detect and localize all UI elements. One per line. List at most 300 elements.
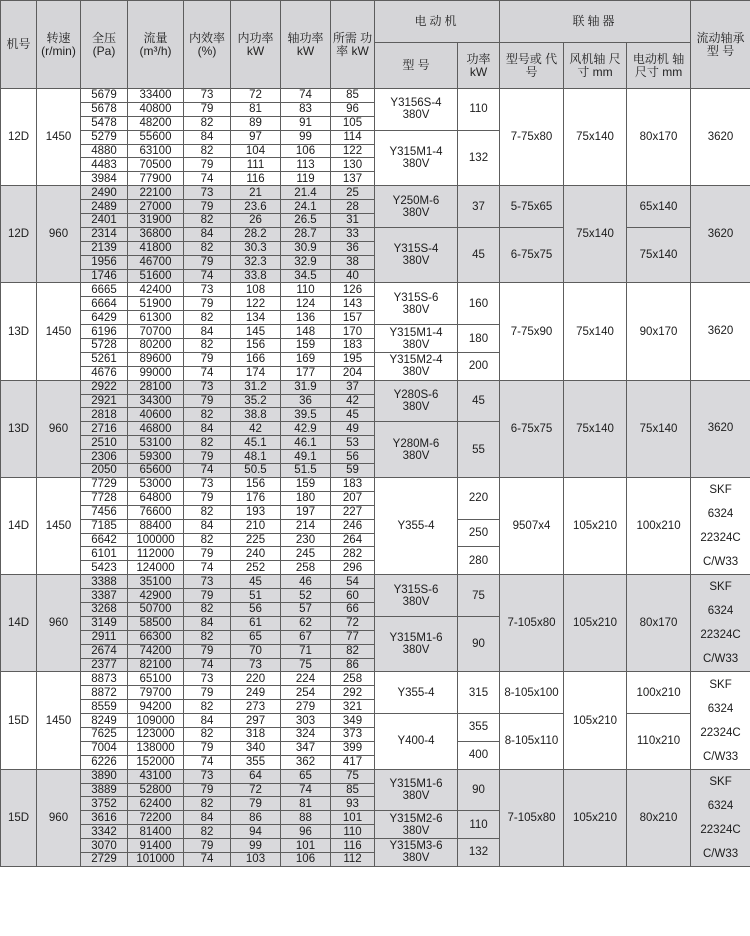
required-power-cell: 110 (331, 825, 375, 839)
shaft-power-cell: 279 (281, 700, 331, 714)
motor-model-cell: Y3156S-4 380V (375, 89, 458, 131)
efficiency-cell: 82 (184, 311, 231, 325)
motor-model-cell: Y315M1-6 380V (375, 616, 458, 672)
motor-model-cell: Y400-4 (375, 714, 458, 770)
flow-cell: 70700 (128, 325, 184, 339)
flow-cell: 41800 (128, 241, 184, 255)
table-row (1, 672, 750, 686)
required-power-cell: 40 (331, 269, 375, 283)
flow-cell: 66300 (128, 630, 184, 644)
required-power-cell: 37 (331, 380, 375, 394)
efficiency-cell: 79 (184, 686, 231, 700)
flow-cell: 81400 (128, 825, 184, 839)
motor-model-cell: Y315M1-6 380V (375, 769, 458, 811)
col-header-motor-shaft: 电动机 轴尺寸 mm (627, 43, 691, 89)
coupling-model-cell: 7-75x80 (500, 89, 564, 186)
flow-cell: 33400 (128, 89, 184, 103)
fan-shaft-cell: 75x140 (564, 380, 627, 477)
shaft-power-cell: 24.1 (281, 200, 331, 214)
bearing-cell: 3620 (691, 89, 750, 186)
required-power-cell: 31 (331, 214, 375, 228)
efficiency-cell: 84 (184, 227, 231, 241)
required-power-cell: 86 (331, 658, 375, 672)
motor-power-cell: 90 (458, 616, 500, 672)
flow-cell: 124000 (128, 561, 184, 575)
shaft-power-cell: 30.9 (281, 241, 331, 255)
motor-model-cell: Y315M2-6 380V (375, 811, 458, 839)
shaft-power-cell: 101 (281, 839, 331, 853)
motor-model-cell: Y315M1-4 380V (375, 325, 458, 353)
coupling-model-cell: 8-105x100 (500, 672, 564, 714)
internal-power-cell: 23.6 (231, 200, 281, 214)
shaft-power-cell: 62 (281, 616, 331, 630)
efficiency-cell: 73 (184, 186, 231, 200)
internal-power-cell: 134 (231, 311, 281, 325)
pressure-cell: 5279 (81, 130, 128, 144)
bearing-cell: SKF 6324 22324C C/W33 (691, 769, 750, 866)
speed-cell: 960 (37, 380, 81, 477)
required-power-cell: 54 (331, 575, 375, 589)
internal-power-cell: 240 (231, 547, 281, 561)
internal-power-cell: 174 (231, 366, 281, 380)
required-power-cell: 349 (331, 714, 375, 728)
pressure-cell: 6226 (81, 755, 128, 769)
pressure-cell: 1956 (81, 255, 128, 269)
col-header-pressure: 全压 (Pa) (81, 1, 128, 89)
shaft-power-cell: 159 (281, 477, 331, 491)
flow-cell: 35100 (128, 575, 184, 589)
internal-power-cell: 104 (231, 144, 281, 158)
shaft-power-cell: 57 (281, 602, 331, 616)
shaft-power-cell: 214 (281, 519, 331, 533)
flow-cell: 65600 (128, 464, 184, 478)
motor-power-cell: 55 (458, 422, 500, 478)
shaft-power-cell: 88 (281, 811, 331, 825)
efficiency-cell: 79 (184, 297, 231, 311)
efficiency-cell: 74 (184, 172, 231, 186)
pressure-cell: 8249 (81, 714, 128, 728)
pressure-cell: 4483 (81, 158, 128, 172)
efficiency-cell: 82 (184, 241, 231, 255)
efficiency-cell: 73 (184, 477, 231, 491)
internal-power-cell: 166 (231, 352, 281, 366)
pressure-cell: 5728 (81, 339, 128, 353)
motor-model-cell: Y315S-6 380V (375, 283, 458, 325)
flow-cell: 61300 (128, 311, 184, 325)
efficiency-cell: 84 (184, 130, 231, 144)
shaft-power-cell: 36 (281, 394, 331, 408)
col-header-bearing: 流动轴承 型 号 (691, 1, 750, 89)
motor-power-cell: 110 (458, 811, 500, 839)
shaft-power-cell: 180 (281, 491, 331, 505)
shaft-power-cell: 113 (281, 158, 331, 172)
shaft-power-cell: 230 (281, 533, 331, 547)
internal-power-cell: 176 (231, 491, 281, 505)
internal-power-cell: 145 (231, 325, 281, 339)
internal-power-cell: 156 (231, 477, 281, 491)
flow-cell: 123000 (128, 727, 184, 741)
shaft-power-cell: 34.5 (281, 269, 331, 283)
internal-power-cell: 48.1 (231, 450, 281, 464)
pressure-cell: 3616 (81, 811, 128, 825)
pressure-cell: 6429 (81, 311, 128, 325)
col-header-flow: 流量 (m³/h) (128, 1, 184, 89)
pressure-cell: 8872 (81, 686, 128, 700)
internal-power-cell: 31.2 (231, 380, 281, 394)
shaft-power-cell: 254 (281, 686, 331, 700)
pressure-cell: 2490 (81, 186, 128, 200)
flow-cell: 100000 (128, 533, 184, 547)
pressure-cell: 3889 (81, 783, 128, 797)
required-power-cell: 42 (331, 394, 375, 408)
pressure-cell: 2306 (81, 450, 128, 464)
shaft-power-cell: 148 (281, 325, 331, 339)
required-power-cell: 72 (331, 616, 375, 630)
flow-cell: 58500 (128, 616, 184, 630)
shaft-power-cell: 42.9 (281, 422, 331, 436)
efficiency-cell: 82 (184, 116, 231, 130)
required-power-cell: 45 (331, 408, 375, 422)
required-power-cell: 321 (331, 700, 375, 714)
flow-cell: 51600 (128, 269, 184, 283)
efficiency-cell: 82 (184, 602, 231, 616)
flow-cell: 53000 (128, 477, 184, 491)
internal-power-cell: 28.2 (231, 227, 281, 241)
motor-shaft-cell: 100x210 (627, 477, 691, 574)
required-power-cell: 59 (331, 464, 375, 478)
efficiency-cell: 73 (184, 89, 231, 103)
table-row (1, 227, 750, 241)
motor-power-cell: 180 (458, 325, 500, 353)
shaft-power-cell: 159 (281, 339, 331, 353)
shaft-power-cell: 106 (281, 852, 331, 866)
pressure-cell: 3268 (81, 602, 128, 616)
pressure-cell: 8559 (81, 700, 128, 714)
fan-shaft-cell: 75x140 (564, 89, 627, 186)
bearing-cell: 3620 (691, 283, 750, 380)
col-header-motor-model: 型 号 (375, 43, 458, 89)
shaft-power-cell: 31.9 (281, 380, 331, 394)
required-power-cell: 399 (331, 741, 375, 755)
efficiency-cell: 79 (184, 352, 231, 366)
shaft-power-cell: 124 (281, 297, 331, 311)
efficiency-cell: 79 (184, 450, 231, 464)
flow-cell: 64800 (128, 491, 184, 505)
internal-power-cell: 72 (231, 783, 281, 797)
flow-cell: 31900 (128, 214, 184, 228)
required-power-cell: 96 (331, 102, 375, 116)
shaft-power-cell: 224 (281, 672, 331, 686)
flow-cell: 46800 (128, 422, 184, 436)
required-power-cell: 33 (331, 227, 375, 241)
table-body (1, 89, 750, 867)
shaft-power-cell: 119 (281, 172, 331, 186)
pressure-cell: 6101 (81, 547, 128, 561)
internal-power-cell: 99 (231, 839, 281, 853)
required-power-cell: 38 (331, 255, 375, 269)
internal-power-cell: 73 (231, 658, 281, 672)
fan-shaft-cell: 105x210 (564, 477, 627, 574)
pressure-cell: 3070 (81, 839, 128, 853)
motor-power-cell: 220 (458, 477, 500, 519)
coupling-model-cell: 7-105x80 (500, 769, 564, 866)
shaft-power-cell: 303 (281, 714, 331, 728)
flow-cell: 59300 (128, 450, 184, 464)
motor-model-cell: Y315S-6 380V (375, 575, 458, 617)
flow-cell: 34300 (128, 394, 184, 408)
efficiency-cell: 84 (184, 422, 231, 436)
motor-power-cell: 75 (458, 575, 500, 617)
motor-model-cell: Y355-4 (375, 477, 458, 574)
motor-power-cell: 200 (458, 352, 500, 380)
flow-cell: 65100 (128, 672, 184, 686)
col-header-motor-power: 功率 kW (458, 43, 500, 89)
efficiency-cell: 79 (184, 839, 231, 853)
efficiency-cell: 79 (184, 491, 231, 505)
pressure-cell: 2314 (81, 227, 128, 241)
motor-power-cell: 132 (458, 839, 500, 867)
bearing-cell: SKF 6324 22324C C/W33 (691, 477, 750, 574)
efficiency-cell: 79 (184, 589, 231, 603)
shaft-power-cell: 74 (281, 89, 331, 103)
internal-power-cell: 56 (231, 602, 281, 616)
motor-model-cell: Y315S-4 380V (375, 227, 458, 283)
flow-cell: 109000 (128, 714, 184, 728)
required-power-cell: 207 (331, 491, 375, 505)
required-power-cell: 25 (331, 186, 375, 200)
internal-power-cell: 64 (231, 769, 281, 783)
internal-power-cell: 81 (231, 102, 281, 116)
shaft-power-cell: 65 (281, 769, 331, 783)
fan-shaft-cell: 105x210 (564, 769, 627, 866)
flow-cell: 152000 (128, 755, 184, 769)
required-power-cell: 28 (331, 200, 375, 214)
motor-power-cell: 45 (458, 227, 500, 283)
motor-power-cell: 110 (458, 89, 500, 131)
required-power-cell: 292 (331, 686, 375, 700)
internal-power-cell: 122 (231, 297, 281, 311)
internal-power-cell: 111 (231, 158, 281, 172)
bearing-cell: 3620 (691, 186, 750, 283)
speed-cell: 1450 (37, 89, 81, 186)
required-power-cell: 195 (331, 352, 375, 366)
internal-power-cell: 97 (231, 130, 281, 144)
flow-cell: 62400 (128, 797, 184, 811)
pressure-cell: 5478 (81, 116, 128, 130)
pressure-cell: 8873 (81, 672, 128, 686)
motor-model-cell: Y315M2-4 380V (375, 352, 458, 380)
required-power-cell: 85 (331, 89, 375, 103)
motor-power-cell: 160 (458, 283, 500, 325)
pressure-cell: 2139 (81, 241, 128, 255)
required-power-cell: 204 (331, 366, 375, 380)
shaft-power-cell: 67 (281, 630, 331, 644)
internal-power-cell: 225 (231, 533, 281, 547)
required-power-cell: 373 (331, 727, 375, 741)
internal-power-cell: 318 (231, 727, 281, 741)
pressure-cell: 3149 (81, 616, 128, 630)
efficiency-cell: 82 (184, 505, 231, 519)
efficiency-cell: 73 (184, 672, 231, 686)
required-power-cell: 60 (331, 589, 375, 603)
efficiency-cell: 79 (184, 158, 231, 172)
efficiency-cell: 82 (184, 533, 231, 547)
efficiency-cell: 82 (184, 727, 231, 741)
flow-cell: 53100 (128, 436, 184, 450)
flow-cell: 138000 (128, 741, 184, 755)
efficiency-cell: 84 (184, 811, 231, 825)
required-power-cell: 130 (331, 158, 375, 172)
col-header-required-power: 所需 功率 kW (331, 1, 375, 89)
efficiency-cell: 79 (184, 783, 231, 797)
internal-power-cell: 50.5 (231, 464, 281, 478)
internal-power-cell: 32.3 (231, 255, 281, 269)
motor-power-cell: 37 (458, 186, 500, 228)
efficiency-cell: 73 (184, 283, 231, 297)
required-power-cell: 77 (331, 630, 375, 644)
flow-cell: 22100 (128, 186, 184, 200)
efficiency-cell: 74 (184, 464, 231, 478)
efficiency-cell: 74 (184, 755, 231, 769)
efficiency-cell: 73 (184, 769, 231, 783)
efficiency-cell: 84 (184, 616, 231, 630)
motor-shaft-cell: 80x170 (627, 575, 691, 672)
flow-cell: 79700 (128, 686, 184, 700)
pressure-cell: 2510 (81, 436, 128, 450)
pressure-cell: 7729 (81, 477, 128, 491)
required-power-cell: 93 (331, 797, 375, 811)
motor-shaft-cell: 80x210 (627, 769, 691, 866)
fan-shaft-cell: 75x140 (564, 186, 627, 283)
flow-cell: 101000 (128, 852, 184, 866)
flow-cell: 51900 (128, 297, 184, 311)
efficiency-cell: 82 (184, 339, 231, 353)
machine-cell: 14D (1, 477, 37, 574)
machine-cell: 12D (1, 89, 37, 186)
efficiency-cell: 79 (184, 394, 231, 408)
required-power-cell: 114 (331, 130, 375, 144)
pressure-cell: 7728 (81, 491, 128, 505)
flow-cell: 82100 (128, 658, 184, 672)
required-power-cell: 53 (331, 436, 375, 450)
internal-power-cell: 355 (231, 755, 281, 769)
pressure-cell: 3342 (81, 825, 128, 839)
required-power-cell: 122 (331, 144, 375, 158)
shaft-power-cell: 91 (281, 116, 331, 130)
col-header-shaft-power: 轴功率 kW (281, 1, 331, 89)
speed-cell: 1450 (37, 672, 81, 769)
speed-cell: 960 (37, 769, 81, 866)
required-power-cell: 36 (331, 241, 375, 255)
motor-model-cell: Y280S-6 380V (375, 380, 458, 422)
flow-cell: 28100 (128, 380, 184, 394)
internal-power-cell: 45 (231, 575, 281, 589)
table-row (1, 714, 750, 728)
internal-power-cell: 61 (231, 616, 281, 630)
pressure-cell: 2922 (81, 380, 128, 394)
pressure-cell: 7456 (81, 505, 128, 519)
pressure-cell: 3890 (81, 769, 128, 783)
bearing-cell: 3620 (691, 380, 750, 477)
required-power-cell: 282 (331, 547, 375, 561)
flow-cell: 42400 (128, 283, 184, 297)
pressure-cell: 3387 (81, 589, 128, 603)
pressure-cell: 2716 (81, 422, 128, 436)
flow-cell: 42900 (128, 589, 184, 603)
internal-power-cell: 297 (231, 714, 281, 728)
required-power-cell: 85 (331, 783, 375, 797)
required-power-cell: 101 (331, 811, 375, 825)
efficiency-cell: 79 (184, 644, 231, 658)
internal-power-cell: 38.8 (231, 408, 281, 422)
shaft-power-cell: 51.5 (281, 464, 331, 478)
internal-power-cell: 103 (231, 852, 281, 866)
required-power-cell: 246 (331, 519, 375, 533)
shaft-power-cell: 81 (281, 797, 331, 811)
flow-cell: 63100 (128, 144, 184, 158)
required-power-cell: 75 (331, 769, 375, 783)
internal-power-cell: 89 (231, 116, 281, 130)
pressure-cell: 7625 (81, 727, 128, 741)
pressure-cell: 2729 (81, 852, 128, 866)
efficiency-cell: 82 (184, 630, 231, 644)
flow-cell: 91400 (128, 839, 184, 853)
motor-shaft-cell: 80x170 (627, 89, 691, 186)
efficiency-cell: 74 (184, 269, 231, 283)
required-power-cell: 66 (331, 602, 375, 616)
machine-cell: 15D (1, 672, 37, 769)
efficiency-cell: 79 (184, 741, 231, 755)
motor-shaft-cell: 75x140 (627, 227, 691, 283)
motor-model-cell: Y315M1-4 380V (375, 130, 458, 186)
efficiency-cell: 79 (184, 102, 231, 116)
required-power-cell: 143 (331, 297, 375, 311)
motor-power-cell: 45 (458, 380, 500, 422)
flow-cell: 50700 (128, 602, 184, 616)
flow-cell: 89600 (128, 352, 184, 366)
efficiency-cell: 84 (184, 519, 231, 533)
shaft-power-cell: 110 (281, 283, 331, 297)
machine-cell: 15D (1, 769, 37, 866)
required-power-cell: 227 (331, 505, 375, 519)
shaft-power-cell: 71 (281, 644, 331, 658)
efficiency-cell: 82 (184, 408, 231, 422)
motor-model-cell: Y355-4 (375, 672, 458, 714)
table-row (1, 477, 750, 491)
internal-power-cell: 35.2 (231, 394, 281, 408)
internal-power-cell: 65 (231, 630, 281, 644)
pressure-cell: 6642 (81, 533, 128, 547)
required-power-cell: 183 (331, 477, 375, 491)
speed-cell: 960 (37, 186, 81, 283)
shaft-power-cell: 245 (281, 547, 331, 561)
pressure-cell: 2818 (81, 408, 128, 422)
required-power-cell: 82 (331, 644, 375, 658)
pressure-cell: 7185 (81, 519, 128, 533)
pressure-cell: 2377 (81, 658, 128, 672)
motor-shaft-cell: 110x210 (627, 714, 691, 770)
speed-cell: 1450 (37, 283, 81, 380)
required-power-cell: 56 (331, 450, 375, 464)
efficiency-cell: 82 (184, 436, 231, 450)
shaft-power-cell: 46.1 (281, 436, 331, 450)
required-power-cell: 112 (331, 852, 375, 866)
internal-power-cell: 79 (231, 797, 281, 811)
flow-cell: 76600 (128, 505, 184, 519)
table-row (1, 575, 750, 589)
table-row (1, 380, 750, 394)
internal-power-cell: 116 (231, 172, 281, 186)
